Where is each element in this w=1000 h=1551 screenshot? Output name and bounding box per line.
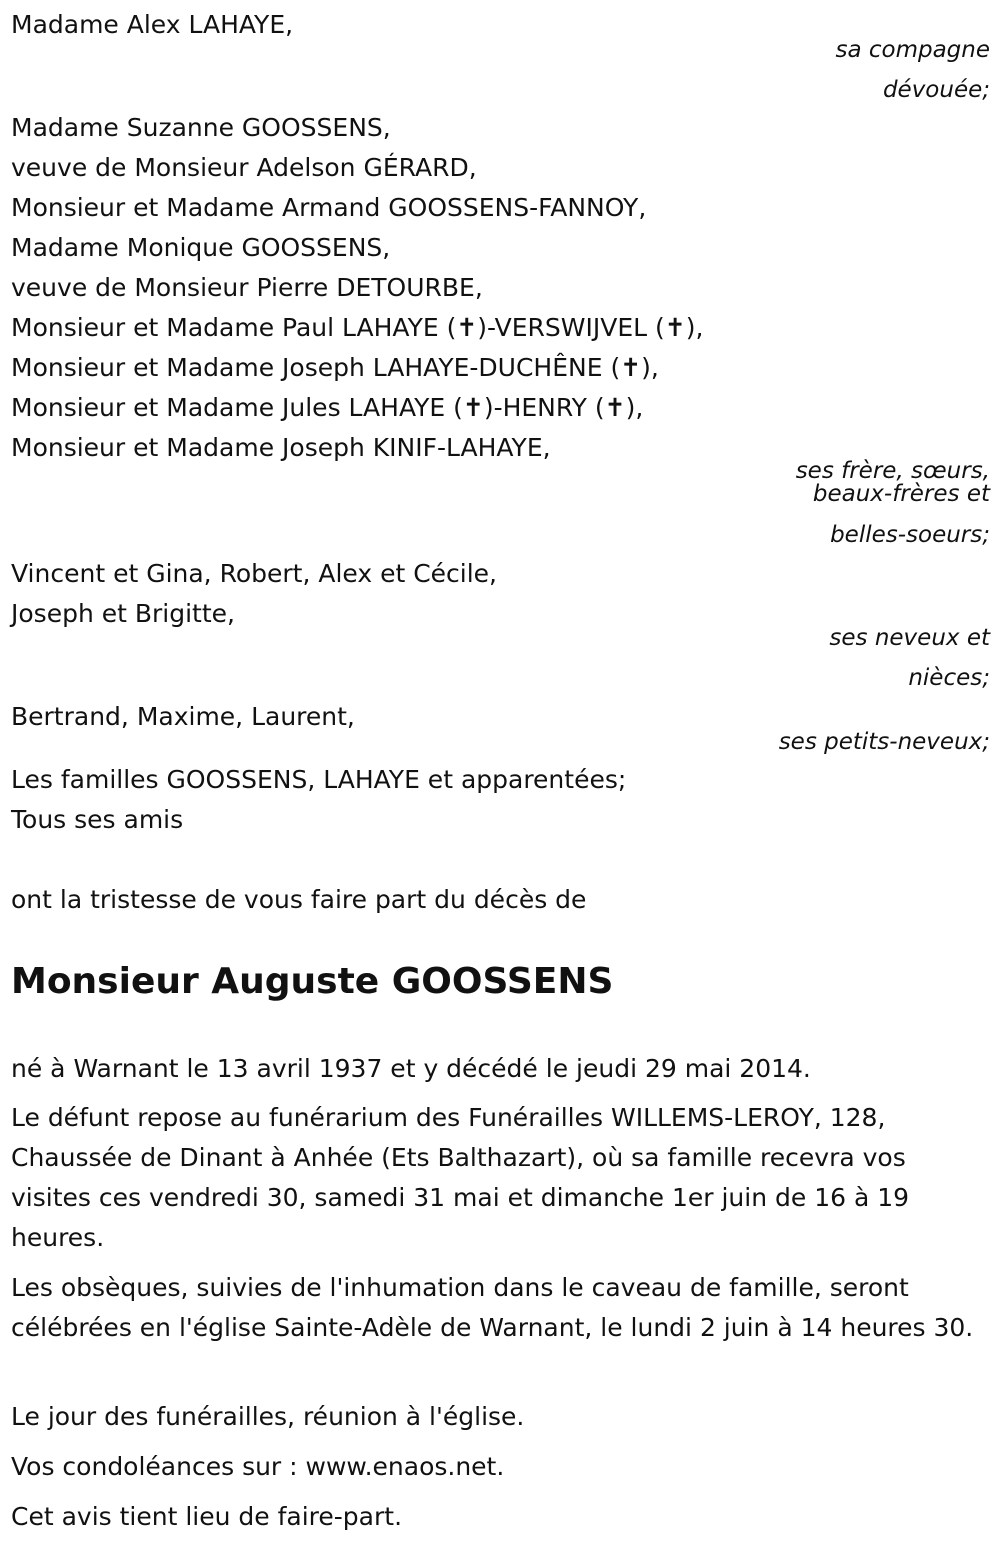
mourner-name: Monsieur et Madame Armand GOOSSENS-FANNOY,	[11, 193, 647, 222]
mourner-name: Monsieur et Madame Jules LAHAYE (✝)-HENRY (✝),	[11, 393, 644, 422]
mourner-name: veuve de Monsieur Adelson GÉRARD,	[11, 153, 477, 182]
mourner-name: Monsieur et Madame Paul LAHAYE (✝)-VERSWIJVEL (✝),	[11, 313, 704, 342]
relation-label: ses frère, sœurs,	[795, 458, 990, 484]
friends-line: Tous ses amis	[11, 805, 184, 834]
gathering-paragraph: Le jour des funérailles, réunion à l'église.	[11, 1402, 525, 1431]
mourner-name: veuve de Monsieur Pierre DETOURBE,	[11, 273, 483, 302]
mourner-name: Joseph et Brigitte,	[11, 599, 235, 628]
mourner-name: Bertrand, Maxime, Laurent,	[11, 702, 355, 731]
mourner-name: Madame Suzanne GOOSSENS,	[11, 113, 391, 142]
birth-death-paragraph: né à Warnant le 13 avril 1937 et y décédé le jeudi 29 mai 2014.	[11, 1054, 811, 1083]
relation-label: dévouée;	[882, 77, 990, 103]
mourner-name: Vincent et Gina, Robert, Alex et Cécile,	[11, 559, 497, 588]
relation-label: ses neveux et	[829, 625, 990, 651]
mourner-name: Madame Monique GOOSSENS,	[11, 233, 391, 262]
condolences-paragraph: Vos condoléances sur : www.enaos.net.	[11, 1452, 505, 1481]
relation-label: belles-soeurs;	[830, 522, 990, 548]
relation-label: nièces;	[908, 665, 990, 691]
funerarium-paragraph: Le défunt repose au funérarium des Funérailles WILLEMS-LEROY, 128, Chaussée de Dinant à Anhée (Ets Balthazart), où sa famille recevra vos visites ces vendredi 30, samedi 31 mai et dimanche 1er juin de 16 à 19 heures.	[11, 1103, 910, 1252]
relation-label: sa compagne	[835, 37, 990, 63]
funeral-paragraph: Les obsèques, suivies de l'inhumation dans le caveau de famille, seront célébrées en l'église Sainte-Adèle de Warnant, le lundi 2 juin à 14 heures 30.	[11, 1273, 974, 1342]
relation-label: ses petits-neveux;	[778, 729, 990, 755]
families-line: Les familles GOOSSENS, LAHAYE et apparentées;	[11, 765, 627, 794]
mourner-name: Monsieur et Madame Joseph KINIF-LAHAYE,	[11, 433, 551, 462]
mourner-name: Madame Alex LAHAYE,	[11, 10, 294, 39]
announcement-line: ont la tristesse de vous faire part du décès de	[11, 885, 587, 914]
deceased-name: Monsieur Auguste GOOSSENS	[11, 961, 614, 1002]
closing-paragraph: Cet avis tient lieu de faire-part.	[11, 1502, 403, 1531]
mourner-name: Monsieur et Madame Joseph LAHAYE-DUCHÊNE (✝),	[11, 353, 659, 382]
relation-label: beaux-frères et	[812, 481, 990, 507]
